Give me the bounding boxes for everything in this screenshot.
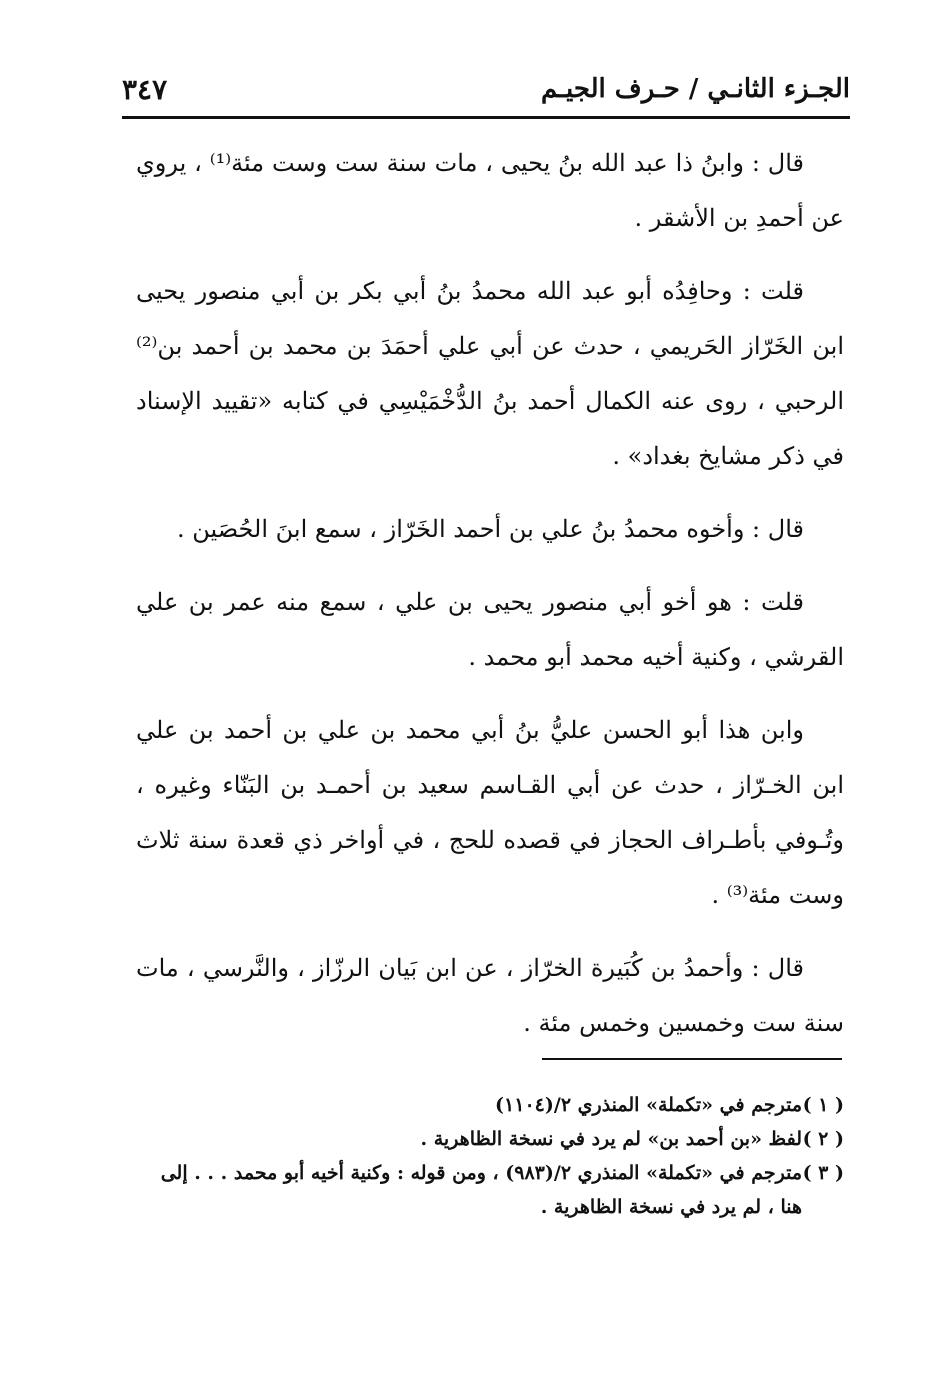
paragraph: وابن هذا أبو الحسن عليُّ بنُ أبي محمد بن علي بن أحمد بن علي ابن الخـرّاز ، حدث عن أبي القـاسم سعيد بن أحمـد بن البَنّاء وغيره ، وتُـوفي بأطـراف الحجاز في قصده للحج ، في أواخر ذي قعدة سنة ثلاث وست مئة⁽³⁾ . <box>136 716 844 909</box>
header-divider <box>122 116 850 119</box>
footnote <box>136 1122 844 1156</box>
header-title: الجـزء الثانـي / حـرف الجيـم <box>541 74 850 104</box>
footnotes <box>136 1088 844 1224</box>
running-header <box>122 66 850 112</box>
footnote-text: لفظ «بن أحمد بن» لم يرد في نسخة الظاهرية . <box>420 1128 802 1150</box>
footnote-number: ( ١ ) <box>802 1094 844 1116</box>
paragraph: قلت : هو أخو أبي منصور يحيى بن علي ، سمع منه عمر بن علي القرشي ، وكنية أخيه محمد أبو محمد . <box>136 588 844 671</box>
footnote-number: ( ٢ ) <box>802 1128 844 1150</box>
paragraph: قال : وابنُ ذا عبد الله بنُ يحيى ، مات سنة ست وست مئة⁽¹⁾ ، يروي عن أحمدِ بن الأشقر . <box>136 149 844 232</box>
footnote-text: مترجم في «تكملة» المنذري ٢/(٩٨٣) ، ومن قوله : وكنية أخيه أبو محمد . . . إلى هنا ، لم يرد في نسخة الظاهرية . <box>160 1162 802 1218</box>
main-text <box>136 136 844 1069</box>
paragraph: قال : وأخوه محمدُ بنُ علي بن أحمد الخَرّاز ، سمع ابنَ الحُصَين . <box>176 515 804 543</box>
paragraph: قلت : وحافِدُه أبو عبد الله محمدُ بنُ أبي بكر بن أبي منصور يحيى ابن الخَرّاز الحَريمي ، حدث عن أبي علي أحمَدَ بن محمد بن أحمد بن⁽²⁾ الرحبي ، روى عنه الكمال أحمد بنُ الدُّخْمَيْسِي في كتابه «تقييد الإسناد في ذكر مشايخ بغداد» . <box>136 277 844 470</box>
footnote-divider <box>542 1058 842 1060</box>
paragraph: قال : وأحمدُ بن كُبَيرة الخرّاز ، عن ابن بَيان الرزّاز ، والنَّرسي ، مات سنة ست وخمسين وخمس مئة . <box>136 954 844 1037</box>
footnote <box>136 1156 844 1224</box>
footnote <box>136 1088 844 1122</box>
footnote-number: ( ٣ ) <box>802 1162 844 1184</box>
footnote-text: مترجم في «تكملة» المنذري ٢/(١١٠٤) <box>495 1094 802 1116</box>
page-number: ٣٤٧ <box>122 72 168 106</box>
